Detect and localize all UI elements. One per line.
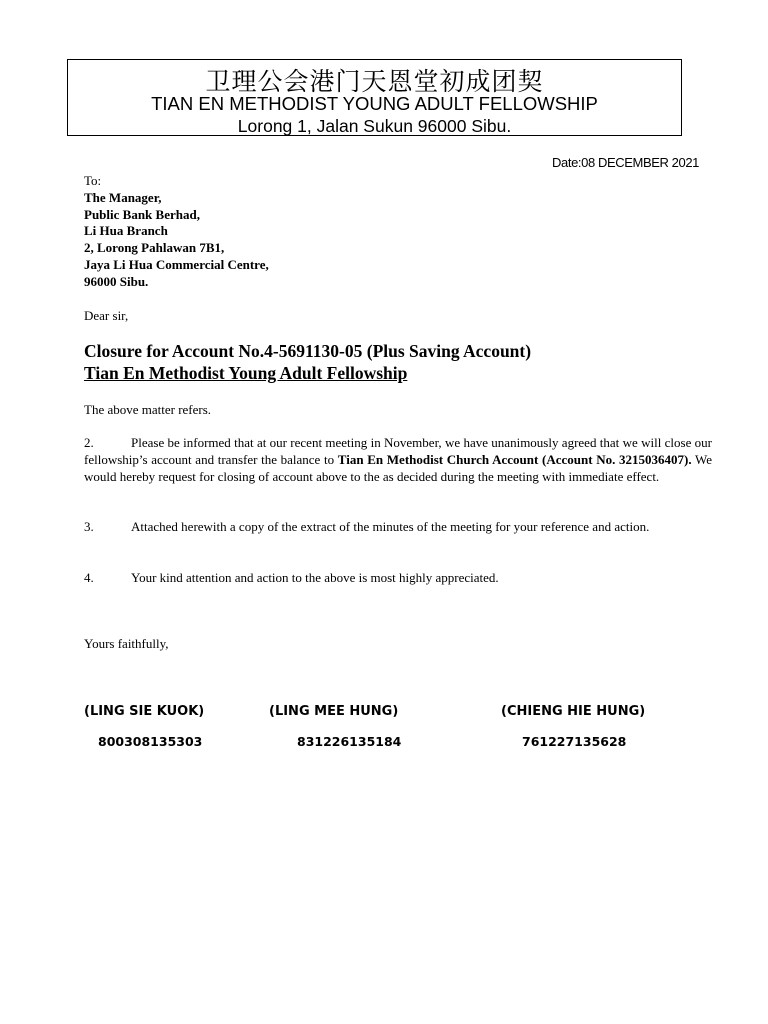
paragraph-4 [84,569,712,586]
subject-fellowship: Tian En Methodist Young Adult Fellowship [84,363,408,383]
paragraph-2 [84,434,712,485]
paragraph-text: We would hereby request for closing of account above to the as decided during the meeting with immediate effect. [84,452,713,484]
paragraph-3 [84,518,712,535]
letter-date: Date:08 DECEMBER 2021 [552,155,699,170]
to-label: To: [84,173,102,188]
recipient-line: 2, Lorong Pahlawan 7B1, [84,240,225,255]
subject-line: Closure for Account No.4-5691130-05 (Plus Saving Account) [84,341,532,361]
paragraph-number: 2. [84,435,94,450]
letterhead-address: Lorong 1, Jalan Sukun 96000 Sibu. [237,116,512,136]
signatory-name: (LING MEE HUNG) [269,704,399,719]
recipient-line: Jaya Li Hua Commercial Centre, [84,257,269,272]
signatory-ic-number: 800308135303 [98,734,203,749]
signatory-name: (LING SIE KUOK) [84,704,205,719]
signatory-ic-number: 761227135628 [522,734,627,749]
recipient-line: Li Hua Branch [84,223,168,238]
recipient-line: 96000 Sibu. [84,274,149,289]
letterhead-english-title: TIAN EN METHODIST YOUNG ADULT FELLOWSHIP [151,93,598,114]
salutation: Dear sir, [84,308,129,323]
paragraph-text: Please be informed that at our recent meeting in November, we have unanimously agreed that we will close our fellowship’s account and transfer the balance to [84,435,712,467]
letterhead-box [67,59,682,136]
letterhead-chinese-title: 卫理公会港门天恩堂初成团契 [205,67,544,96]
paragraph-text: Your kind attention and action to the above is most highly appreciated. [131,570,499,585]
recipient-line: The Manager, [84,190,162,205]
recipient-line: Public Bank Berhad, [84,207,200,222]
paragraph-number: 4. [84,570,94,585]
paragraph-text: Attached herewith a copy of the extract of the minutes of the meeting for your reference and action. [131,519,650,534]
intro-paragraph: The above matter refers. [84,402,212,417]
destination-account: Tian En Methodist Church Account (Account No. 3215036407). [337,452,692,467]
closing: Yours faithfully, [84,636,169,651]
signatory-name: (CHIENG HIE HUNG) [501,704,646,719]
signatory-ic-number: 831226135184 [297,734,402,749]
paragraph-number: 3. [84,519,94,534]
